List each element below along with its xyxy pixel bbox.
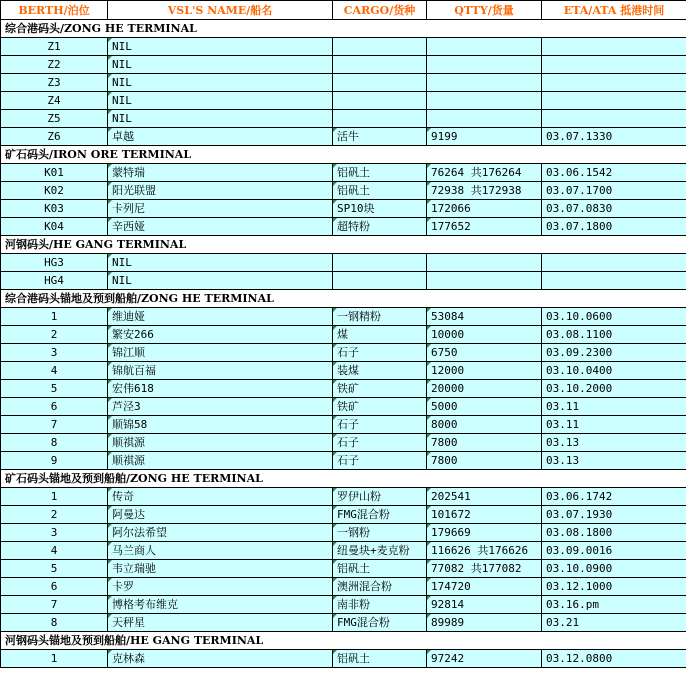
cell-cargo: FMG混合粉: [333, 506, 427, 524]
cell-eta: [542, 272, 686, 290]
cell-berth: Z2: [1, 56, 108, 74]
table-row: [1, 524, 686, 542]
table-body: [1, 1, 686, 668]
cell-vessel: 卡列尼: [108, 200, 333, 218]
cell-cargo: 铝矾土: [333, 650, 427, 668]
cell-qty: [427, 38, 542, 56]
cell-qty: [427, 56, 542, 74]
cell-cargo: [333, 38, 427, 56]
cell-berth: 6: [1, 398, 108, 416]
cell-eta: [542, 92, 686, 110]
table-row: [1, 164, 686, 182]
cell-berth: 9: [1, 452, 108, 470]
cell-vessel: NIL: [108, 56, 333, 74]
cell-cargo: 澳洲混合粉: [333, 578, 427, 596]
cell-berth: Z5: [1, 110, 108, 128]
cell-cargo: 装煤: [333, 362, 427, 380]
cell-vessel: 芦泾3: [108, 398, 333, 416]
cell-vessel: 克林森: [108, 650, 333, 668]
cell-berth: 4: [1, 362, 108, 380]
cell-vessel: 卡罗: [108, 578, 333, 596]
cell-berth: HG4: [1, 272, 108, 290]
section-title: 矿石码头/IRON ORE TERMINAL: [1, 146, 686, 164]
cell-qty: 20000: [427, 380, 542, 398]
section-header-row: [1, 290, 686, 308]
cell-eta: 03.11: [542, 416, 686, 434]
cell-cargo: 石子: [333, 416, 427, 434]
cell-eta: 03.10.2000: [542, 380, 686, 398]
cell-cargo: FMG混合粉: [333, 614, 427, 632]
cell-vessel: NIL: [108, 38, 333, 56]
table-row: [1, 344, 686, 362]
table-row: [1, 308, 686, 326]
cell-qty: [427, 272, 542, 290]
cell-vessel: 博格考布维克: [108, 596, 333, 614]
cell-qty: [427, 74, 542, 92]
cell-eta: 03.08.1100: [542, 326, 686, 344]
cell-cargo: 铝矾土: [333, 182, 427, 200]
section-title: 河钢码头锚地及预到船舶/HE GANG TERMINAL: [1, 632, 686, 650]
section-title: 综合港码头/ZONG HE TERMINAL: [1, 20, 686, 38]
header-cargo: CARGO/货种: [333, 1, 427, 20]
cell-berth: Z3: [1, 74, 108, 92]
cell-vessel: 马兰商人: [108, 542, 333, 560]
cell-cargo: 石子: [333, 434, 427, 452]
cell-qty: 53084: [427, 308, 542, 326]
table-row: [1, 92, 686, 110]
cell-cargo: 一钢粉: [333, 524, 427, 542]
cell-qty: [427, 254, 542, 272]
table-row: [1, 56, 686, 74]
section-header-row: [1, 470, 686, 488]
cell-eta: [542, 56, 686, 74]
cell-cargo: [333, 56, 427, 74]
cell-eta: [542, 254, 686, 272]
cell-eta: 03.13: [542, 434, 686, 452]
table-row: [1, 650, 686, 668]
cell-qty: 97242: [427, 650, 542, 668]
cell-eta: 03.07.1330: [542, 128, 686, 146]
cell-eta: 03.07.1800: [542, 218, 686, 236]
cell-qty: 76264 共176264: [427, 164, 542, 182]
cell-qty: [427, 92, 542, 110]
cell-vessel: 阿曼达: [108, 506, 333, 524]
cell-vessel: 传奇: [108, 488, 333, 506]
cell-berth: 1: [1, 488, 108, 506]
cell-eta: 03.10.0600: [542, 308, 686, 326]
section-title: 综合港码头锚地及预到船舶/ZONG HE TERMINAL: [1, 290, 686, 308]
cell-berth: Z6: [1, 128, 108, 146]
cell-berth: 1: [1, 308, 108, 326]
cell-vessel: 锦航百福: [108, 362, 333, 380]
cell-vessel: NIL: [108, 110, 333, 128]
cell-berth: K01: [1, 164, 108, 182]
cell-berth: 8: [1, 614, 108, 632]
cell-vessel: 维迪娅: [108, 308, 333, 326]
cell-eta: 03.07.0830: [542, 200, 686, 218]
table-row: [1, 326, 686, 344]
cell-vessel: 宏伟618: [108, 380, 333, 398]
cell-berth: K04: [1, 218, 108, 236]
cell-berth: 1: [1, 650, 108, 668]
cell-cargo: 煤: [333, 326, 427, 344]
cell-cargo: 一钢精粉: [333, 308, 427, 326]
section-header-row: [1, 632, 686, 650]
table-row: [1, 452, 686, 470]
header-row: [1, 1, 686, 20]
cell-qty: 202541: [427, 488, 542, 506]
cell-qty: 92814: [427, 596, 542, 614]
cell-qty: [427, 110, 542, 128]
cell-qty: 8000: [427, 416, 542, 434]
cell-cargo: 超特粉: [333, 218, 427, 236]
cell-qty: 177652: [427, 218, 542, 236]
cell-qty: 101672: [427, 506, 542, 524]
table-row: [1, 182, 686, 200]
cell-eta: 03.12.1000: [542, 578, 686, 596]
cell-qty: 77082 共177082: [427, 560, 542, 578]
table-row: [1, 434, 686, 452]
cell-eta: 03.11: [542, 398, 686, 416]
cell-qty: 72938 共172938: [427, 182, 542, 200]
section-title: 河钢码头/HE GANG TERMINAL: [1, 236, 686, 254]
section-header-row: [1, 236, 686, 254]
cell-berth: 2: [1, 506, 108, 524]
cell-vessel: 顺祺源: [108, 434, 333, 452]
table-row: [1, 488, 686, 506]
cell-cargo: 活牛: [333, 128, 427, 146]
table-row: [1, 398, 686, 416]
cell-qty: 179669: [427, 524, 542, 542]
cell-berth: 7: [1, 596, 108, 614]
cell-eta: [542, 38, 686, 56]
cell-cargo: 罗伊山粉: [333, 488, 427, 506]
table-row: [1, 128, 686, 146]
cell-cargo: [333, 272, 427, 290]
cell-cargo: [333, 92, 427, 110]
table-row: [1, 362, 686, 380]
cell-berth: 3: [1, 344, 108, 362]
cell-cargo: [333, 254, 427, 272]
table-row: [1, 614, 686, 632]
table-row: [1, 218, 686, 236]
cell-vessel: 蒙特瑞: [108, 164, 333, 182]
cell-cargo: 纽曼块+麦克粉: [333, 542, 427, 560]
cell-eta: 03.09.2300: [542, 344, 686, 362]
cell-berth: 5: [1, 560, 108, 578]
cell-vessel: NIL: [108, 74, 333, 92]
cell-vessel: 卓越: [108, 128, 333, 146]
table-row: [1, 416, 686, 434]
cell-qty: 89989: [427, 614, 542, 632]
cell-vessel: 阿尔法希望: [108, 524, 333, 542]
cell-berth: 4: [1, 542, 108, 560]
header-eta: ETA/ATA 抵港时间: [542, 1, 686, 20]
cell-qty: 172066: [427, 200, 542, 218]
cell-cargo: 铝矾土: [333, 164, 427, 182]
cell-eta: 03.06.1542: [542, 164, 686, 182]
cell-eta: [542, 74, 686, 92]
cell-berth: HG3: [1, 254, 108, 272]
cell-berth: 8: [1, 434, 108, 452]
cell-eta: 03.10.0400: [542, 362, 686, 380]
cell-vessel: 锦江顺: [108, 344, 333, 362]
cell-berth: Z4: [1, 92, 108, 110]
cell-berth: 3: [1, 524, 108, 542]
cell-eta: 03.16.pm: [542, 596, 686, 614]
cell-cargo: [333, 74, 427, 92]
table-row: [1, 578, 686, 596]
cell-eta: 03.12.0800: [542, 650, 686, 668]
table-row: [1, 506, 686, 524]
cell-qty: 174720: [427, 578, 542, 596]
cell-eta: 03.09.0016: [542, 542, 686, 560]
cell-vessel: 繁安266: [108, 326, 333, 344]
cell-eta: 03.08.1800: [542, 524, 686, 542]
cell-qty: 10000: [427, 326, 542, 344]
cell-cargo: 铁矿: [333, 380, 427, 398]
cell-qty: 12000: [427, 362, 542, 380]
cell-vessel: 阳光联盟: [108, 182, 333, 200]
cell-cargo: [333, 110, 427, 128]
cell-eta: [542, 110, 686, 128]
cell-eta: 03.10.0900: [542, 560, 686, 578]
cell-cargo: 南非粉: [333, 596, 427, 614]
table-row: [1, 542, 686, 560]
cell-berth: K03: [1, 200, 108, 218]
cell-eta: 03.06.1742: [542, 488, 686, 506]
cell-vessel: NIL: [108, 92, 333, 110]
section-title: 矿石码头锚地及预到船舶/ZONG HE TERMINAL: [1, 470, 686, 488]
cell-qty: 7800: [427, 434, 542, 452]
cell-qty: 9199: [427, 128, 542, 146]
cell-vessel: NIL: [108, 254, 333, 272]
table-row: [1, 74, 686, 92]
cell-qty: 5000: [427, 398, 542, 416]
cell-cargo: 铁矿: [333, 398, 427, 416]
cell-berth: 6: [1, 578, 108, 596]
table-row: [1, 254, 686, 272]
header-qty: QTTY/货量: [427, 1, 542, 20]
cell-eta: 03.07.1930: [542, 506, 686, 524]
cell-eta: 03.21: [542, 614, 686, 632]
cell-vessel: NIL: [108, 272, 333, 290]
table-row: [1, 200, 686, 218]
cell-berth: Z1: [1, 38, 108, 56]
cell-qty: 116626 共176626: [427, 542, 542, 560]
cell-cargo: 石子: [333, 344, 427, 362]
header-berth: BERTH/泊位: [1, 1, 108, 20]
section-header-row: [1, 146, 686, 164]
section-header-row: [1, 20, 686, 38]
header-vessel: VSL'S NAME/船名: [108, 1, 333, 20]
table-row: [1, 380, 686, 398]
table-row: [1, 560, 686, 578]
cell-berth: 7: [1, 416, 108, 434]
table-row: [1, 38, 686, 56]
cell-vessel: 韦立瑞驰: [108, 560, 333, 578]
cell-berth: K02: [1, 182, 108, 200]
cell-cargo: 铝矾土: [333, 560, 427, 578]
cell-eta: 03.13: [542, 452, 686, 470]
cell-eta: 03.07.1700: [542, 182, 686, 200]
table-row: [1, 110, 686, 128]
cell-berth: 2: [1, 326, 108, 344]
cell-vessel: 顺祺源: [108, 452, 333, 470]
cell-cargo: SP10块: [333, 200, 427, 218]
cell-vessel: 辛西娅: [108, 218, 333, 236]
cell-cargo: 石子: [333, 452, 427, 470]
cell-qty: 7800: [427, 452, 542, 470]
cell-qty: 6750: [427, 344, 542, 362]
cell-vessel: 天秤星: [108, 614, 333, 632]
cell-vessel: 顺锦58: [108, 416, 333, 434]
table-row: [1, 596, 686, 614]
table-row: [1, 272, 686, 290]
cell-berth: 5: [1, 380, 108, 398]
